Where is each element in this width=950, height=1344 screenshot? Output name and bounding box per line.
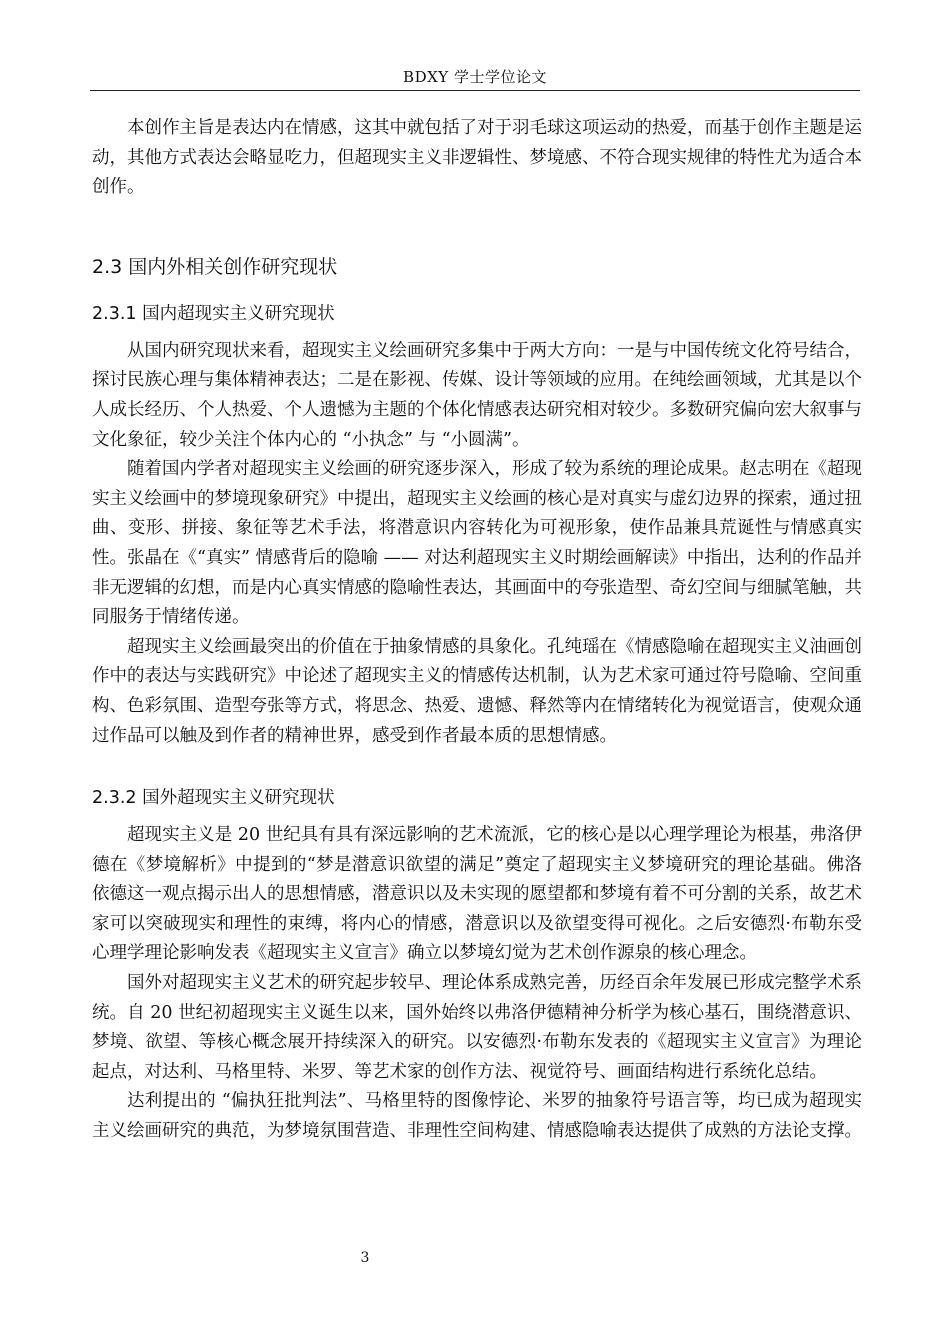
foreign-paragraph-1: 超现实主义是 20 世纪具有具有深远影响的艺术流派，它的核心是以心理学理论为根基，弗洛伊德在《梦境解析》中提到的“梦是潜意识欲望的满足”奠定了超现实主义梦境研究的理论基础。佛洛依德这一观点揭示出人的思想情感，潜意识以及未实现的愿望都和梦境有着不可分割的关系，故艺术家可以突破现实和理性的束缚，将内心的情感，潜意识以及欲望变得可视化。之后安德烈·布勒东受心理学理论影响发表《超现实主义宣言》确立以梦境幻觉为艺术创作源泉的核心理念。 — [92, 825, 862, 964]
intro-paragraph: 本创作主旨是表达内在情感，这其中就包括了对于羽毛球这项运动的热爱，而基于创作主题是运动，其他方式表达会略显吃力，但超现实主义非逻辑性、梦境感、不符合现实规律的特性尤为适合本创作。 — [92, 118, 862, 198]
page-number: 3 — [360, 1250, 370, 1266]
domestic-paragraph-3: 超现实主义绘画最突出的价值在于抽象情感的具象化。孔纯瑶在《情感隐喻在超现实主义油画创作中的表达与实践研究》中论述了超现实主义的情感传达机制，认为艺术家可通过符号隐喻、空间重构、色彩氛围、造型夸张等方式，将思念、热爱、遗憾、释然等内在情绪转化为视觉语言，使观众通过作品可以触及到作者的精神世界，感受到作者最本质的思想情感。 — [92, 636, 862, 746]
foreign-paragraph-2: 国外对超现实主义艺术的研究起步较早、理论体系成熟完善，历经百余年发展已形成完整学术系统。自 20 世纪初超现实主义诞生以来，国外始终以弗洛伊德精神分析学为核心基石，围绕潜意识、梦境、欲望、等核心概念展开持续深入的研究。以安德烈·布勒东发表的《超现实主义宣言》为理论起点，对达利、马格里特、米罗、等艺术家的创作方法、视觉符号、画面结构进行系统化总结。 — [92, 973, 862, 1082]
subsection-heading-2-3-1: 2.3.1 国内超现实主义研究现状 — [92, 303, 335, 324]
header-divider — [90, 90, 860, 91]
subsection-heading-2-3-2: 2.3.2 国外超现实主义研究现状 — [92, 788, 335, 809]
page-body — [92, 114, 862, 1147]
domestic-paragraph-2: 随着国内学者对超现实主义绘画的研究逐步深入，形成了较为系统的理论成果。赵志明在《超现实主义绘画中的梦境现象研究》中提出，超现实主义绘画的核心是对真实与虚幻边界的探索，通过扭曲、变形、拼接、象征等艺术手法，将潜意识内容转化为可视形象，使作品兼具荒诞性与情感真实性。张晶在《“真实” 情感背后的隐喻 —— 对达利超现实主义时期绘画解读》中指出，达利的作品并非无逻辑的幻想，而是内心真实情感的隐喻性表达，其画面中的夸张造型、奇幻空间与细腻笔触，共同服务于情绪传递。 — [92, 459, 862, 628]
running-header: BDXY 学士学位论文 — [403, 68, 547, 86]
foreign-paragraph-3: 达利提出的 “偏执狂批判法”、马格里特的图像悖论、米罗的抽象符号语言等，均已成为超现实主义绘画研究的典范，为梦境氛围营造、非理性空间构建、情感隐喻表达提供了成熟的方法论支撑。 — [92, 1091, 862, 1142]
section-heading-2-3: 2.3 国内外相关创作研究现状 — [92, 255, 338, 278]
domestic-paragraph-1: 从国内研究现状来看，超现实主义绘画研究多集中于两大方向：一是与中国传统文化符号结合，探讨民族心理与集体精神表达；二是在影视、传媒、设计等领域的应用。在纯绘画领域，尤其是以个人成长经历、个人热爱、个人遗憾为主题的个体化情感表达研究相对较少。多数研究偏向宏大叙事与文化象征，较少关注个体内心的 “小执念” 与 “小圆满”。 — [92, 340, 862, 450]
